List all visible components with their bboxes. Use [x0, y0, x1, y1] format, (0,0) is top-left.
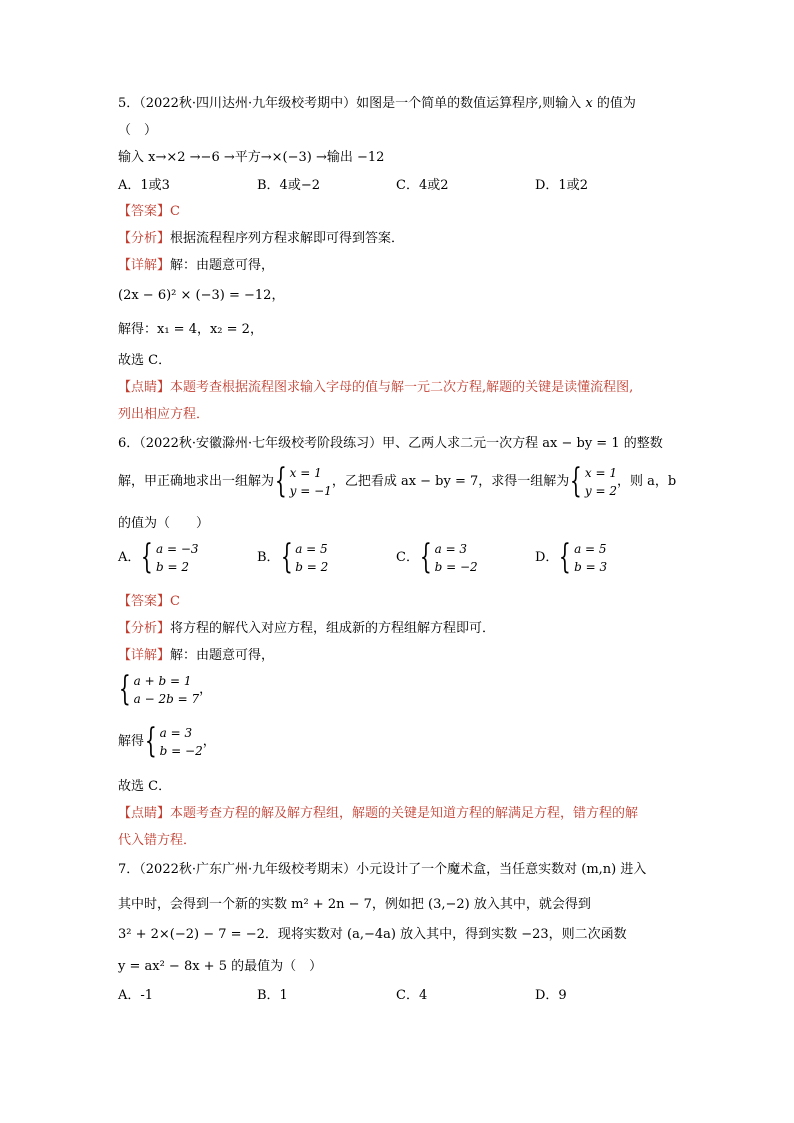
q6-answer: [118, 592, 180, 612]
answer-label: 【答案】: [118, 594, 171, 609]
q5-paren: （ ）: [118, 123, 158, 138]
sys-line: a = 5: [574, 542, 607, 556]
sys-line: a + b = 1: [133, 674, 192, 688]
q5-flow: 输入 x→×2 →−6 →平方→×(−3) →输出 −12: [118, 150, 385, 165]
q6-option-b: [257, 537, 329, 577]
sys-line: b = −2: [434, 560, 478, 574]
q5-stem-text: 5．（2022秋·四川达州·九年级校考期中）如图是一个简单的数值运算程序,则输入: [118, 96, 582, 111]
option-system: { a = 3 b = −2: [419, 537, 478, 577]
sys-line: y = 2: [584, 484, 618, 498]
q5-answer: [118, 202, 180, 222]
q5-comment-cont: 列出相应方程．: [118, 407, 210, 422]
sys-line: b = 3: [574, 560, 608, 574]
q6-stem-text-c: ，则 a，b: [617, 474, 677, 489]
q6-option-d: [535, 537, 608, 577]
q7-option-c: C．4: [396, 988, 428, 1003]
analysis-label: 【分析】: [118, 231, 171, 246]
comment-label: 【点睛】: [118, 380, 171, 395]
solution-label: 解得: [118, 734, 145, 749]
q6-detail: [118, 646, 274, 666]
option-label: B．: [257, 550, 280, 565]
q6-system-a: { x = 1 y = −1: [274, 461, 332, 501]
q6-comment: [118, 804, 638, 824]
detail-label: 【详解】: [118, 258, 171, 273]
q6-stem: 6．（2022秋·安徽滁州·七年级校考阶段练习）甲、乙两人求二元一次方程 ax − by = 1 的整数: [118, 436, 663, 451]
sys-line: a = 3: [434, 542, 468, 556]
equation-system: { a + b = 1 a − 2b = 7: [118, 669, 200, 709]
option-system: { a = 5 b = 2: [280, 537, 329, 577]
q5-choose: 故选 C．: [118, 353, 172, 368]
q5-detail: [118, 256, 274, 276]
sys-line: x = 1: [584, 466, 618, 480]
answer-label: 【答案】: [118, 204, 171, 219]
q5-analysis: [118, 229, 404, 249]
q5-option-d: D．1或2: [535, 178, 588, 193]
sys-line: a = 3: [159, 726, 193, 740]
q6-option-a: [118, 537, 199, 577]
q5-option-a: A．1或3: [118, 178, 170, 193]
solution-system: { a = 3 b = −2: [144, 721, 203, 761]
sys-line: b = −2: [159, 744, 203, 758]
option-system: { a = 5 b = 3: [559, 537, 608, 577]
q5-comment: [118, 378, 633, 398]
q5-equation: (2x − 6)² × (−3) = −12，: [118, 288, 285, 303]
sys-line: b = 2: [295, 560, 329, 574]
comment-text: 本题考查根据流程图求输入字母的值与解一元二次方程,解题的关键是读懂流程图,: [170, 380, 634, 395]
q6-stem-line3: 的值为（ ）: [118, 516, 210, 531]
answer-value: C: [170, 594, 180, 609]
sys-line: y = −1: [289, 484, 332, 498]
q5-stem: [118, 94, 636, 114]
q6-choose: 故选 C．: [118, 779, 172, 794]
q7-stem-line2: 其中时，会得到一个新的实数 m² + 2n − 7，例如把 (3,−2) 放入其中，就会得到: [118, 897, 591, 912]
q5-stem-var: x: [585, 96, 593, 111]
option-label: C．: [396, 550, 419, 565]
q6-solution: [118, 721, 216, 761]
q6-stem-text-b: ，乙把看成 ax − by = 7，求得一组解为: [331, 474, 570, 489]
sys-line: b = 2: [156, 560, 190, 574]
detail-label: 【详解】: [118, 648, 171, 663]
q7-stem: 7．（2022秋·广东广州·九年级校考期末）小元设计了一个魔术盒，当任意实数对 (m,n) 进入: [118, 862, 647, 877]
sys-line: a = −3: [156, 542, 199, 556]
option-label: D．: [535, 550, 559, 565]
q7-option-a: A．-1: [118, 988, 154, 1003]
sys-line: x = 1: [289, 466, 322, 480]
q6-stem-text: 解，甲正确地求出一组解为: [118, 474, 275, 489]
q6-system-eq: [118, 669, 213, 709]
sys-line: a = 5: [295, 542, 328, 556]
q5-stem-end: 的值为: [596, 96, 636, 111]
q5-option-c: C．4或2: [396, 178, 449, 193]
analysis-label: 【分析】: [118, 621, 171, 636]
analysis-text: 根据流程程序列方程求解即可得到答案．: [170, 231, 405, 246]
option-system: { a = −3 b = 2: [141, 537, 199, 577]
detail-text: 解：由题意可得，: [170, 648, 275, 663]
punct: ，: [202, 734, 216, 749]
sys-line: a − 2b = 7: [133, 692, 200, 706]
comment-text: 本题考查方程的解及解方程组，解题的关键是知道方程的解满足方程，错方程的解: [170, 806, 639, 821]
q7-stem-line4: y = ax² − 8x + 5 的最值为（ ）: [118, 959, 323, 974]
q7-stem-line3: 3² + 2×(−2) − 7 = −2．现将实数对 (a,−4a) 放入其中，得到实数 −23，则二次函数: [118, 927, 627, 942]
q6-comment-cont: 代入错方程．: [118, 833, 197, 848]
q6-system-b: { x = 1 y = 2: [570, 461, 618, 501]
detail-text: 解：由题意可得，: [170, 258, 275, 273]
q7-option-b: B．1: [257, 988, 288, 1003]
answer-value: C: [170, 204, 180, 219]
q6-option-c: [396, 537, 478, 577]
analysis-text: 将方程的解代入对应方程，组成新的方程组解方程即可．: [170, 621, 496, 636]
q6-stem-line2: [118, 460, 676, 504]
q6-analysis: [118, 619, 495, 639]
comment-label: 【点睛】: [118, 806, 171, 821]
punct: ，: [199, 682, 213, 697]
q5-option-b: B．4或−2: [257, 178, 320, 193]
q5-solution: 解得：x₁ = 4，x₂ = 2，: [118, 322, 263, 337]
option-label: A．: [118, 550, 141, 565]
q7-option-d: D．9: [535, 988, 567, 1003]
